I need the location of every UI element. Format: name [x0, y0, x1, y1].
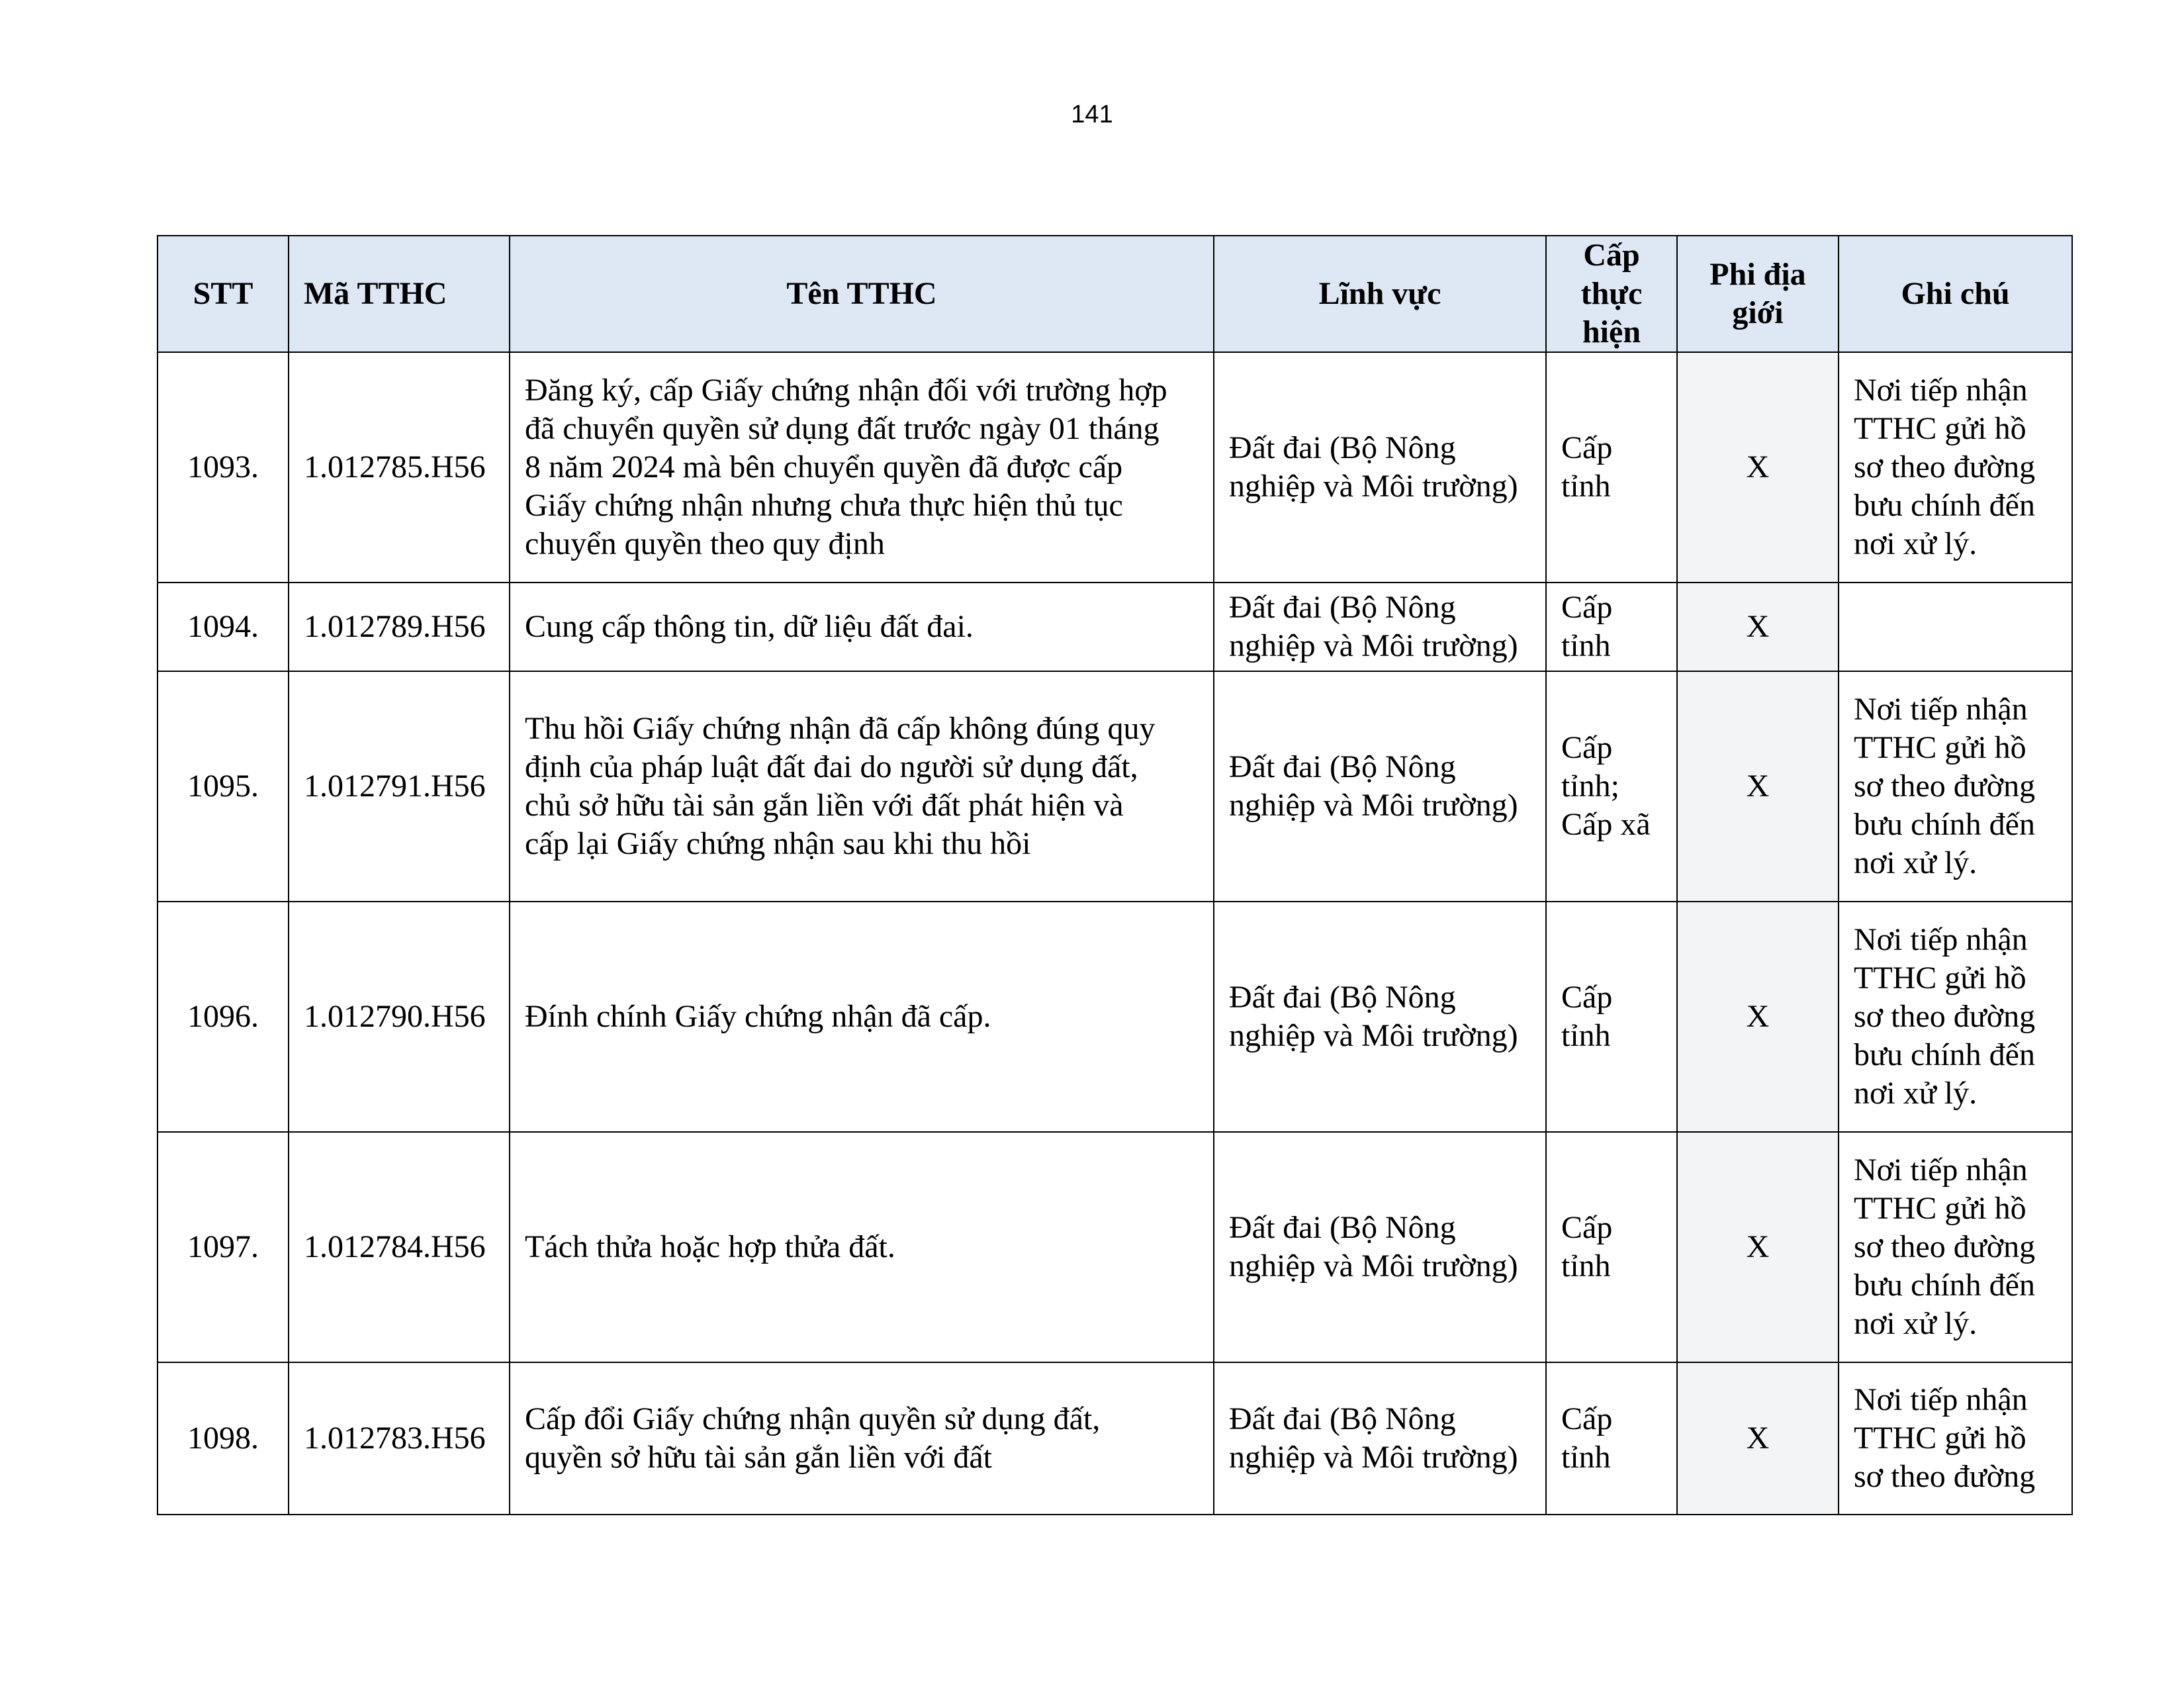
- header-stt: STT: [158, 236, 289, 352]
- table-row: [158, 671, 2072, 902]
- cell-phi-dia-gioi: X: [1677, 1362, 1839, 1515]
- cell-ten-tthc: Đăng ký, cấp Giấy chứng nhận đối với trường hợp đã chuyển quyền sử dụng đất trước ngày 01 tháng 8 năm 2024 mà bên chuyển quyền đã được cấp Giấy chứng nhận nhưng chưa thực hiện thủ tục chuyển quyền theo quy định: [510, 352, 1214, 583]
- table-row: [158, 583, 2072, 671]
- page-number: 141: [1071, 101, 1113, 128]
- cell-ten-tthc: Cấp đổi Giấy chứng nhận quyền sử dụng đất, quyền sở hữu tài sản gắn liền với đất: [510, 1362, 1214, 1515]
- cell-ten-tthc: Cung cấp thông tin, dữ liệu đất đai.: [510, 583, 1214, 671]
- table-row: [158, 1362, 2072, 1515]
- cell-linh-vuc: Đất đai (Bộ Nông nghiệp và Môi trường): [1214, 1362, 1546, 1515]
- cell-cap-thuc-hien: Cấp tỉnh: [1546, 1132, 1677, 1362]
- cell-ten-tthc: Thu hồi Giấy chứng nhận đã cấp không đúng quy định của pháp luật đất đai do người sử dụng đất, chủ sở hữu tài sản gắn liền với đất phát hiện và cấp lại Giấy chứng nhận sau khi thu hồi: [510, 671, 1214, 902]
- cell-ma-tthc: 1.012790.H56: [289, 902, 510, 1132]
- cell-phi-dia-gioi: X: [1677, 902, 1839, 1132]
- table-row: [158, 352, 2072, 583]
- header-linh-vuc: Lĩnh vực: [1214, 236, 1546, 352]
- cell-cap-thuc-hien: Cấp tỉnh: [1546, 1362, 1677, 1515]
- table-header-row: [158, 236, 2072, 352]
- cell-ghi-chu: Nơi tiếp nhận TTHC gửi hồ sơ theo đường bưu chính đến nơi xử lý.: [1839, 671, 2072, 902]
- cell-phi-dia-gioi: X: [1677, 352, 1839, 583]
- cell-linh-vuc: Đất đai (Bộ Nông nghiệp và Môi trường): [1214, 352, 1546, 583]
- cell-ten-tthc: Tách thửa hoặc hợp thửa đất.: [510, 1132, 1214, 1362]
- header-ma-tthc: Mã TTHC: [289, 236, 510, 352]
- table-row: [158, 1132, 2072, 1362]
- cell-ma-tthc: 1.012789.H56: [289, 583, 510, 671]
- cell-cap-thuc-hien: Cấp tỉnh; Cấp xã: [1546, 671, 1677, 902]
- cell-phi-dia-gioi: X: [1677, 583, 1839, 671]
- cell-ten-tthc: Đính chính Giấy chứng nhận đã cấp.: [510, 902, 1214, 1132]
- header-phi-dia-gioi: Phi địa giới: [1677, 236, 1839, 352]
- cell-stt: 1094.: [158, 583, 289, 671]
- cell-ma-tthc: 1.012785.H56: [289, 352, 510, 583]
- cell-stt: 1093.: [158, 352, 289, 583]
- cell-ghi-chu: Nơi tiếp nhận TTHC gửi hồ sơ theo đường bưu chính đến nơi xử lý.: [1839, 902, 2072, 1132]
- cell-ghi-chu: Nơi tiếp nhận TTHC gửi hồ sơ theo đường: [1839, 1362, 2072, 1515]
- cell-phi-dia-gioi: X: [1677, 1132, 1839, 1362]
- cell-linh-vuc: Đất đai (Bộ Nông nghiệp và Môi trường): [1214, 583, 1546, 671]
- cell-ma-tthc: 1.012783.H56: [289, 1362, 510, 1515]
- cell-ghi-chu: Nơi tiếp nhận TTHC gửi hồ sơ theo đường bưu chính đến nơi xử lý.: [1839, 1132, 2072, 1362]
- table-row: [158, 902, 2072, 1132]
- cell-ma-tthc: 1.012791.H56: [289, 671, 510, 902]
- cell-ghi-chu: [1839, 583, 2072, 671]
- header-ten-tthc: Tên TTHC: [510, 236, 1214, 352]
- header-cap-thuc-hien: Cấp thực hiện: [1546, 236, 1677, 352]
- cell-linh-vuc: Đất đai (Bộ Nông nghiệp và Môi trường): [1214, 671, 1546, 902]
- cell-stt: 1095.: [158, 671, 289, 902]
- cell-cap-thuc-hien: Cấp tỉnh: [1546, 352, 1677, 583]
- cell-phi-dia-gioi: X: [1677, 671, 1839, 902]
- cell-cap-thuc-hien: Cấp tỉnh: [1546, 902, 1677, 1132]
- cell-linh-vuc: Đất đai (Bộ Nông nghiệp và Môi trường): [1214, 902, 1546, 1132]
- cell-cap-thuc-hien: Cấp tỉnh: [1546, 583, 1677, 671]
- cell-stt: 1096.: [158, 902, 289, 1132]
- cell-stt: 1097.: [158, 1132, 289, 1362]
- cell-ghi-chu: Nơi tiếp nhận TTHC gửi hồ sơ theo đường bưu chính đến nơi xử lý.: [1839, 352, 2072, 583]
- cell-ma-tthc: 1.012784.H56: [289, 1132, 510, 1362]
- cell-stt: 1098.: [158, 1362, 289, 1515]
- tthc-table: [157, 235, 2073, 1515]
- cell-linh-vuc: Đất đai (Bộ Nông nghiệp và Môi trường): [1214, 1132, 1546, 1362]
- header-ghi-chu: Ghi chú: [1839, 236, 2072, 352]
